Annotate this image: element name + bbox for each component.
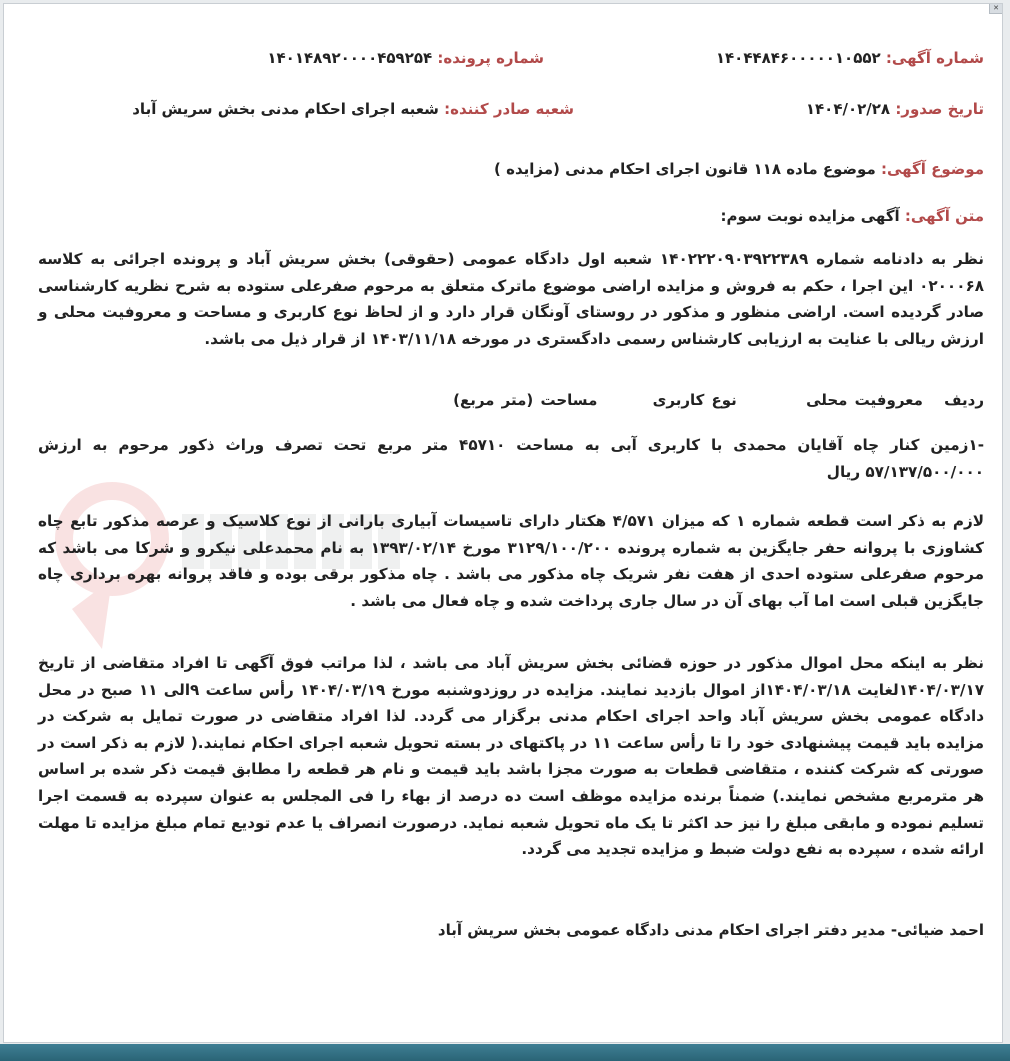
- close-icon[interactable]: ✕: [989, 4, 1002, 14]
- subject-label: موضوع آگهی:: [880, 160, 984, 178]
- ad-text-row: [720, 207, 984, 225]
- ad-number-row: [716, 49, 984, 67]
- issuer-row: [132, 100, 574, 118]
- ad-number-value: ۱۴۰۴۴۸۴۶۰۰۰۰۰۱۰۵۵۲: [715, 49, 881, 67]
- window-bottom-bar: [0, 1044, 1010, 1061]
- ad-text-label: متن آگهی:: [904, 207, 984, 225]
- paragraph-note: لازم به ذکر است قطعه شماره ۱ که میزان ۴/۵۷۱ هکتار دارای تاسیسات آبیاری بارانی از نوع کلاسیک و عرصه مذکور تابع چاه کشاوزی با پروانه حفر جایگزین به شماره پرونده ۳۱۲۹/۱۰۰/۲۰۰ مورخ ۱۳۹۳/۰۲/۱۴ به نام محمدعلی نیکرو و شرکا می باشد که مرحوم صفرعلی ستوده احدی از هفت نفر شریک چاه مذکور می باشد . چاه مذکور برقی بوده و فاقد پروانه بهره برداری چاه جایگزین قبلی است اما آب بهای آن در سال جاری پرداخت شده و چاه فعال می باشد .: [38, 512, 985, 610]
- subject-row: [494, 160, 984, 178]
- file-number-row: [267, 49, 544, 67]
- ad-number-label: شماره آگهی:: [885, 49, 984, 67]
- table-header-usage: نوع کاربری: [652, 391, 737, 409]
- ad-document: [3, 3, 1003, 1043]
- paragraph-auction-terms: نظر به اینکه محل اموال مذکور در حوزه قضائی بخش سریش آباد می باشد ، لذا مراتب فوق آگهی تا افراد متقاضی از تاریخ ۱۴۰۴/۰۳/۱۷لغایت ۱۴۰۴/۰۳/۱۸از اموال بازدید نمایند. مزایده در روزدوشنبه مورخ ۱۴۰۴/۰۳/۱۹ رأس ساعت ۹الی ۱۱ صبح در محل دادگاه عمومی بخش سریش آباد واحد اجرای احکام مدنی برگزار می گردد. لذا افراد متقاضی در صورت تمایل به شرکت در مزایده باید قیمت پیشنهادی خود را تا رأس ساعت ۱۱ در پاکتهای در بسته تحویل شعبه اجرای احکام نمایند.( لازم به ذکر است در صورتی که شرکت کننده ، متقاضی قطعات به صورت مجزا باشد باید قیمت و نام هر قطعه را مطابق قیمت ذکر شده بر اساس هر مترمربع مشخص نمایند.) ضمناً برنده مزایده موظف است ده درصد از بهاء را فی المجلس به عنوان سپرده به قسمت اجرا تسلیم نموده و مابقی مبلغ را نیز حد اکثر تا یک ماه تحویل شعبه نماید. درصورت انصراف یا عدم تودیع تمام مبلغ مزایده تا مهلت ارائه شده ، سپرده به نفع دولت ضبط و مزایده تجدید می گردد.: [38, 654, 985, 859]
- table-header-row: ردیف: [944, 391, 984, 409]
- issuer-value: شعبه اجرای احکام مدنی بخش سریش آباد: [132, 100, 439, 118]
- table-header-location: معروفیت محلی: [806, 391, 923, 409]
- issue-date-row: [806, 100, 984, 118]
- table-item-1: -۱زمین کنار چاه آقایان محمدی با کاربری آبی به مساحت ۴۵۷۱۰ متر مربع تحت تصرف وراث ذکور مرحوم به ارزش ۵۷/۱۳۷/۵۰۰/۰۰۰ ریال: [38, 436, 984, 481]
- table-header: [453, 391, 984, 409]
- issue-date-value: ۱۴۰۴/۰۲/۲۸: [805, 100, 891, 118]
- subject-value: موضوع ماده ۱۱۸ قانون اجرای احکام مدنی (مزایده ): [494, 160, 876, 178]
- ad-title: آگهی مزایده نوبت سوم:: [720, 207, 900, 225]
- signature: احمد ضیائی- مدیر دفتر اجرای احکام مدنی دادگاه عمومی بخش سریش آباد: [437, 921, 984, 939]
- file-number-label: شماره پرونده:: [437, 49, 544, 67]
- issuer-label: شعبه صادر کننده:: [444, 100, 574, 118]
- issue-date-label: تاریخ صدور:: [895, 100, 984, 118]
- paragraph-judgment: نظر به دادنامه شماره ۱۴۰۲۲۲۰۹۰۳۹۲۲۳۸۹ شعبه اول دادگاه عمومی (حقوقی) بخش سریش آباد و پرونده اجرائی به کلاسه ۰۲۰۰۰۶۸ این اجرا ، حکم به فروش و مزایده اراضی موضوع ماترک متعلق به مرحوم صفرعلی ستوده به شرح نظریه کارشناسی صادر گردیده است. اراضی منظور و مذکور در روستای آونگان قرار دارد و از لحاظ نوع کاربری و مساحت و معروفیت محلی و ارزش ریالی با عنایت به ارزیابی کارشناس رسمی دادگستری در مورخه ۱۴۰۳/۱۱/۱۸ از قرار ذیل می باشد.: [38, 250, 984, 348]
- table-header-area: مساحت (متر مربع): [453, 391, 598, 409]
- file-number-value: ۱۴۰۱۴۸۹۲۰۰۰۰۴۵۹۲۵۴: [267, 49, 433, 67]
- window-top-bar: [4, 4, 1003, 12]
